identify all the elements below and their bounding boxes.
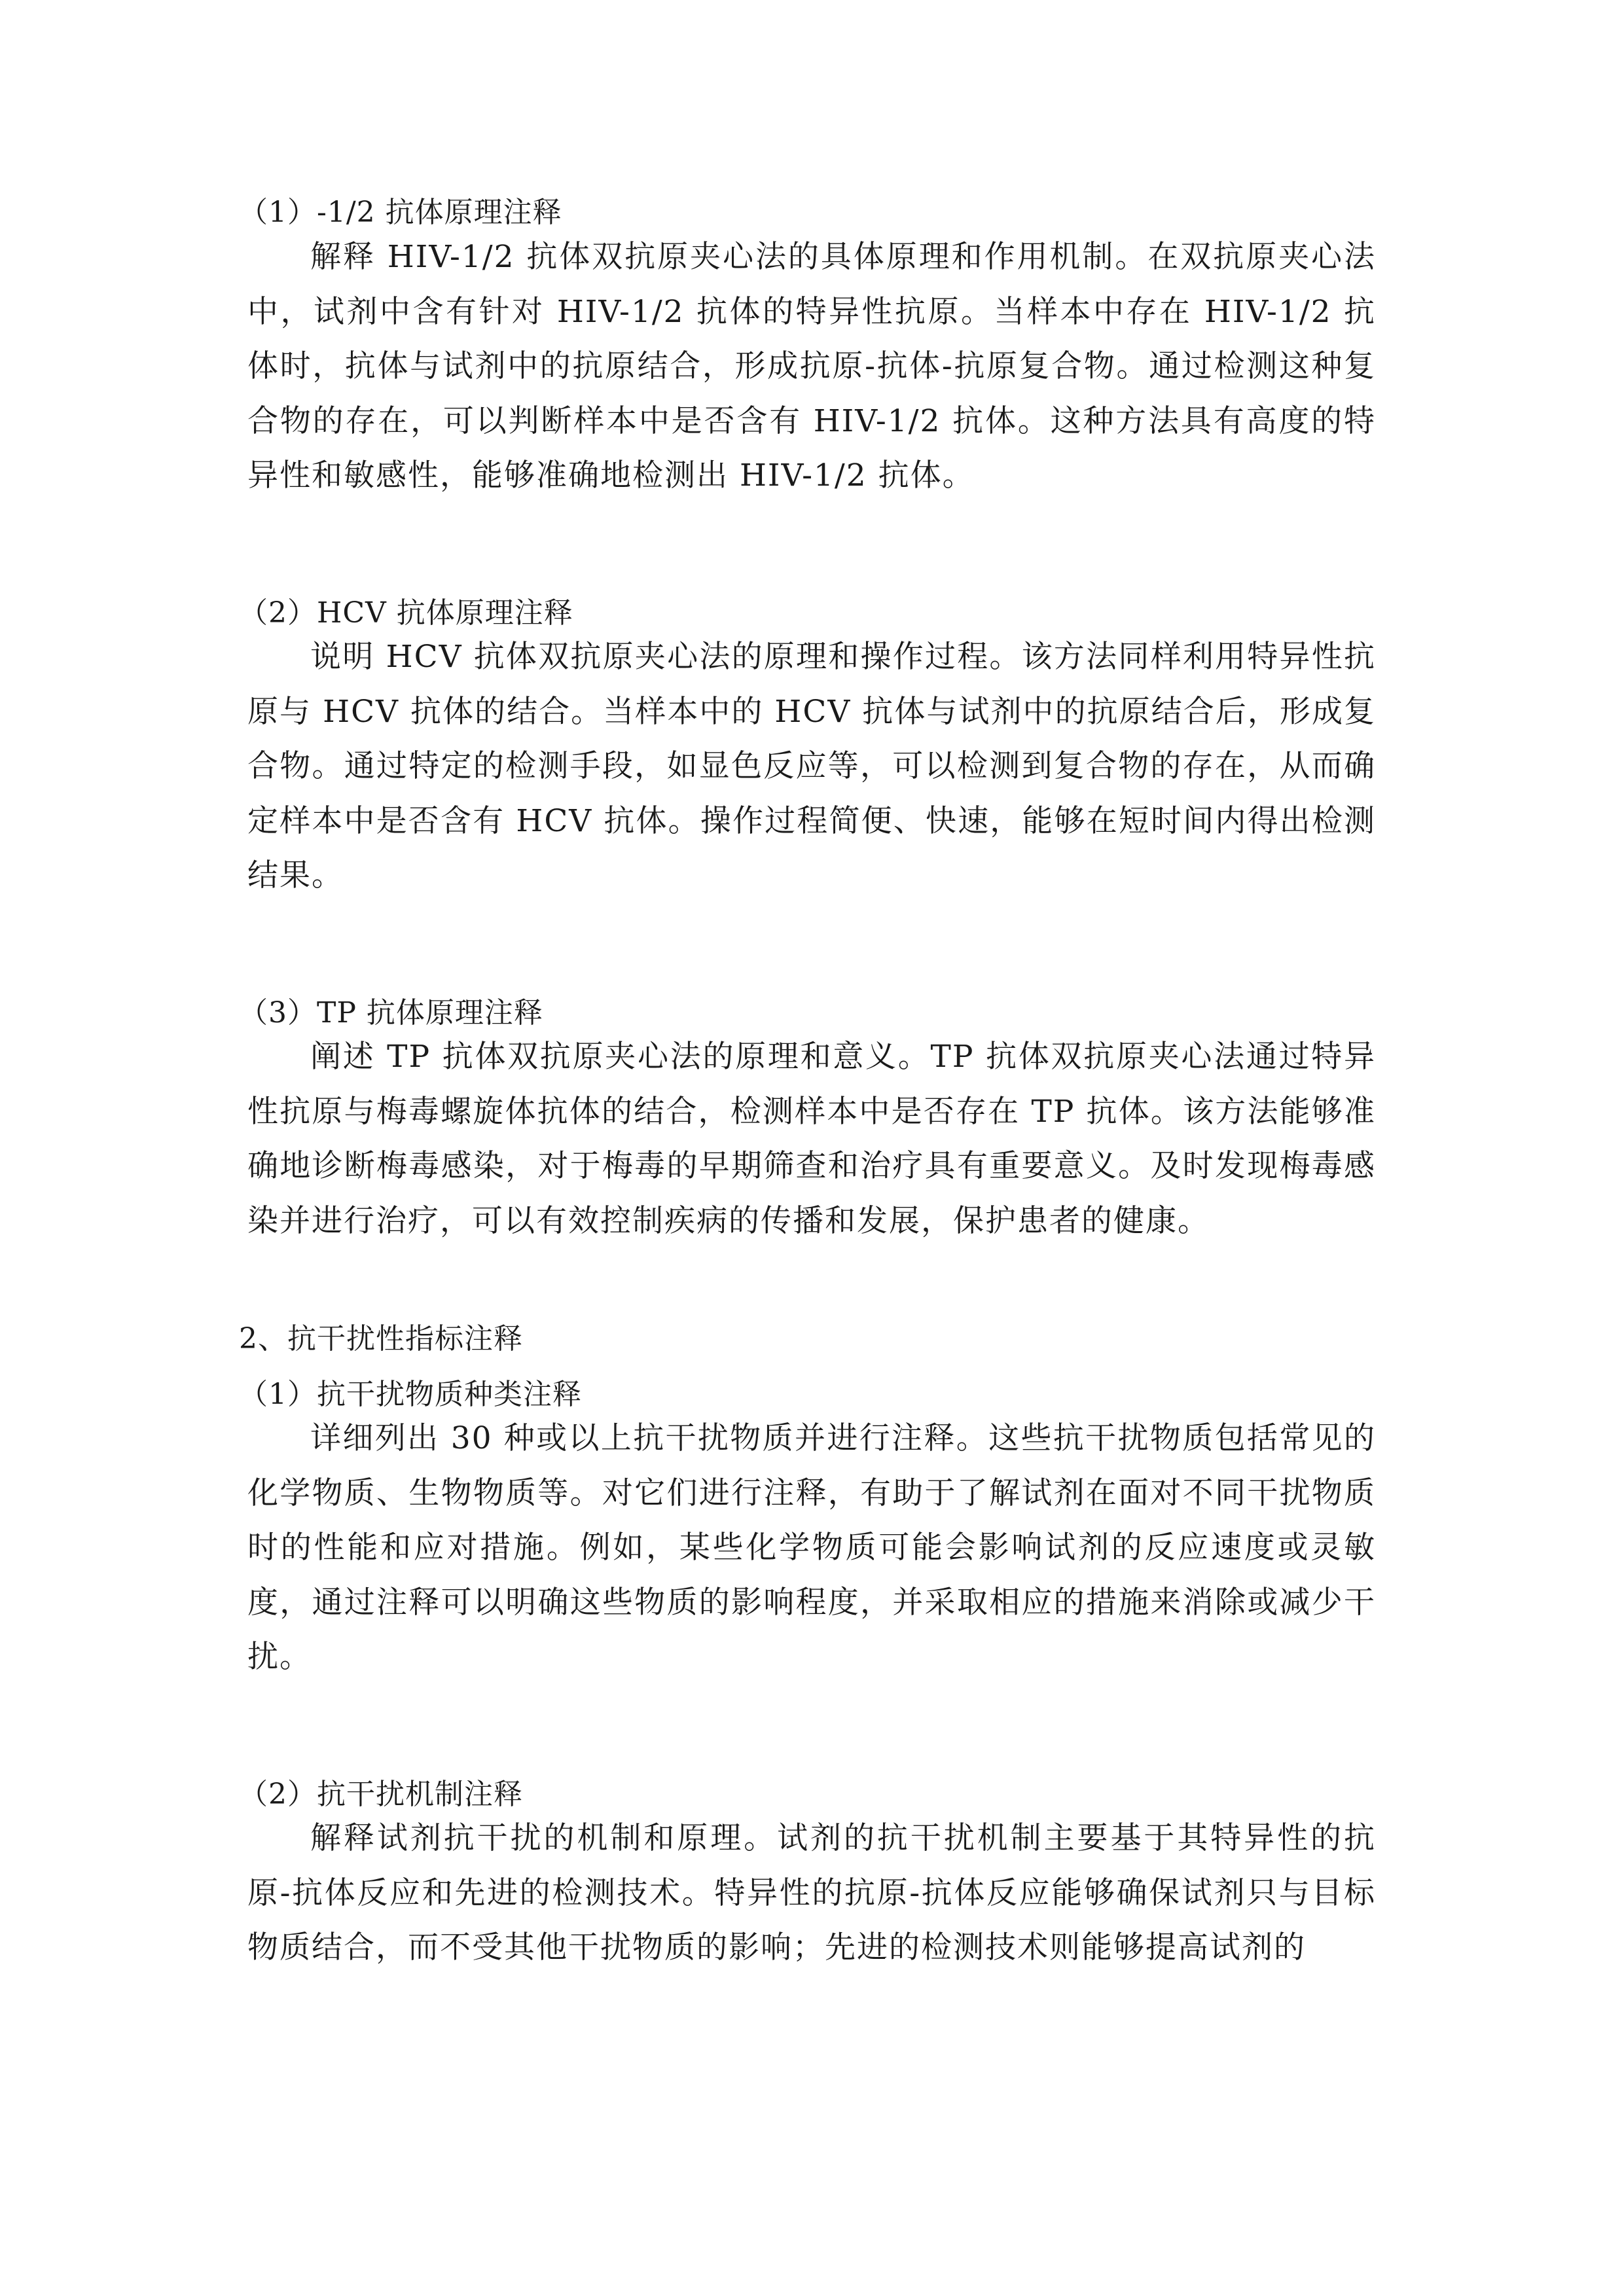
section-heading-hcv: （2）HCV 抗体原理注释 [239,596,573,630]
paragraph-hiv: 解释 HIV-1/2 抗体双抗原夹心法的具体原理和作用机制。在双抗原夹心法中，试剂中含有针对 HIV-1/2 抗体的特异性抗原。当样本中存在 HIV-1/2 抗体时，抗体与试剂中的抗原结合，形成抗原-抗体-抗原复合物。通过检测这种复合物的存在，可以判断样本中是否含有 HIV-1/2 抗体。这种方法具有高度的特异性和敏感性，能够准确地检测出 HIV-1/2 抗体。 [247,239,1376,493]
paragraph-tp: 阐述 TP 抗体双抗原夹心法的原理和意义。TP 抗体双抗原夹心法通过特异性抗原与梅毒螺旋体抗体的结合，检测样本中是否存在 TP 抗体。该方法能够准确地诊断梅毒感染，对于梅毒的早期筛查和治疗具有重要意义。及时发现梅毒感染并进行治疗，可以有效控制疾病的传播和发展，保护患者的健康。 [247,1039,1376,1239]
section-heading-tp: （3）TP 抗体原理注释 [239,996,543,1030]
paragraph-interference-mechanism: 解释试剂抗干扰的机制和原理。试剂的抗干扰机制主要基于其特异性的抗原-抗体反应和先进的检测技术。特异性的抗原-抗体反应能够确保试剂只与目标物质结合，而不受其他干扰物质的影响；先进的检测技术则能够提高试剂的 [247,1820,1376,1965]
paragraph-interference-substances: 详细列出 30 种或以上抗干扰物质并进行注释。这些抗干扰物质包括常见的化学物质、生物物质等。对它们进行注释，有助于了解试剂在面对不同干扰物质时的性能和应对措施。例如，某些化学物质可能会影响试剂的反应速度或灵敏度，通过注释可以明确这些物质的影响程度，并采取相应的措施来消除或减少干扰。 [247,1420,1376,1675]
paragraph-hcv: 说明 HCV 抗体双抗原夹心法的原理和操作过程。该方法同样利用特异性抗原与 HCV 抗体的结合。当样本中的 HCV 抗体与试剂中的抗原结合后，形成复合物。通过特定的检测手段，如显色反应等，可以检测到复合物的存在，从而确定样本中是否含有 HCV 抗体。操作过程简便、快速，能够在短时间内得出检测结果。 [247,639,1376,893]
section-heading-interference-mechanism: （2）抗干扰机制注释 [239,1778,523,1811]
section-heading-anti-interference: 2、抗干扰性指标注释 [239,1322,523,1355]
section-heading-hiv: （1）-1/2 抗体原理注释 [239,196,562,229]
section-heading-interference-substances: （1）抗干扰物质种类注释 [239,1378,582,1411]
